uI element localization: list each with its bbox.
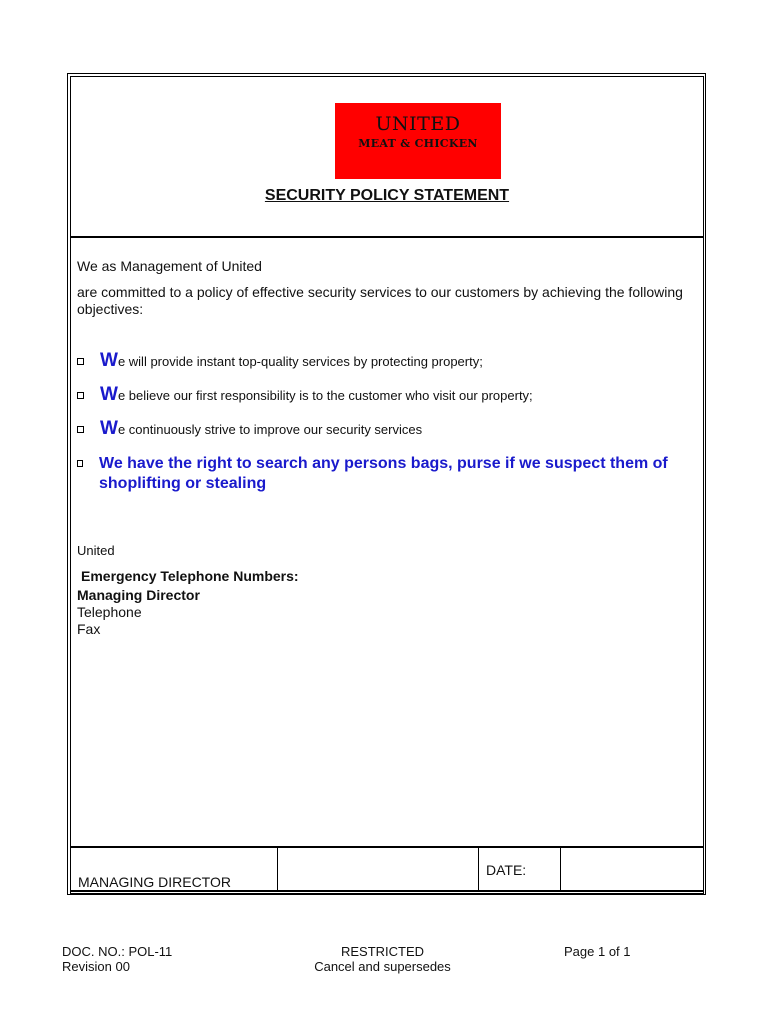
objective-text: e continuously strive to improve our security services — [117, 422, 423, 437]
objective-initial: W — [100, 418, 118, 439]
objective-text: e will provide instant top-quality services by protecting property; — [117, 354, 483, 369]
fax-label: Fax — [77, 621, 101, 637]
managing-director-label: Managing Director — [77, 587, 200, 603]
footer-classification — [300, 944, 465, 974]
logo-line-1: UNITED — [375, 113, 461, 135]
intro-line-1: We as Management of United — [77, 258, 262, 274]
date-field[interactable] — [561, 850, 702, 890]
logo-line-2: MEAT & CHICKEN — [358, 137, 478, 150]
objective-item-emphasis — [77, 454, 692, 494]
page-number: Page 1 of 1 — [564, 944, 631, 959]
signature-label: MANAGING DIRECTOR — [78, 874, 231, 890]
company-name: United — [77, 543, 115, 558]
emergency-heading: Emergency Telephone Numbers: — [81, 568, 299, 584]
revision: Revision 00 — [62, 959, 130, 974]
footer-doc-info — [62, 944, 172, 974]
bullet-square-icon — [77, 460, 83, 467]
table-divider — [478, 848, 479, 890]
header-divider — [70, 236, 704, 238]
objective-text: e believe our first responsibility is to the customer who visit our property; — [117, 388, 533, 403]
signature-table — [70, 846, 704, 892]
objective-item — [77, 384, 533, 406]
bullet-square-icon — [77, 392, 84, 399]
footer-page — [564, 944, 631, 959]
signature-field[interactable] — [278, 850, 477, 890]
intro-line-2: are committed to a policy of effective security services to our customers by achieving the following objectives: — [77, 284, 683, 317]
bullet-square-icon — [77, 358, 84, 365]
company-logo — [335, 103, 501, 179]
objective-initial: W — [100, 350, 118, 371]
objective-item — [77, 350, 483, 372]
telephone-label: Telephone — [77, 604, 142, 620]
date-label: DATE: — [486, 862, 527, 878]
classification: RESTRICTED — [340, 944, 425, 959]
objective-text: We have the right to search any persons bags, purse if we suspect them of shoplifting or stealing — [99, 455, 668, 492]
objective-item — [77, 418, 422, 440]
doc-number: DOC. NO.: POL-11 — [62, 944, 173, 959]
document-title: SECURITY POLICY STATEMENT — [264, 187, 510, 204]
bullet-square-icon — [77, 426, 84, 433]
objective-initial: W — [100, 384, 118, 405]
supersedes: Cancel and supersedes — [314, 959, 451, 974]
